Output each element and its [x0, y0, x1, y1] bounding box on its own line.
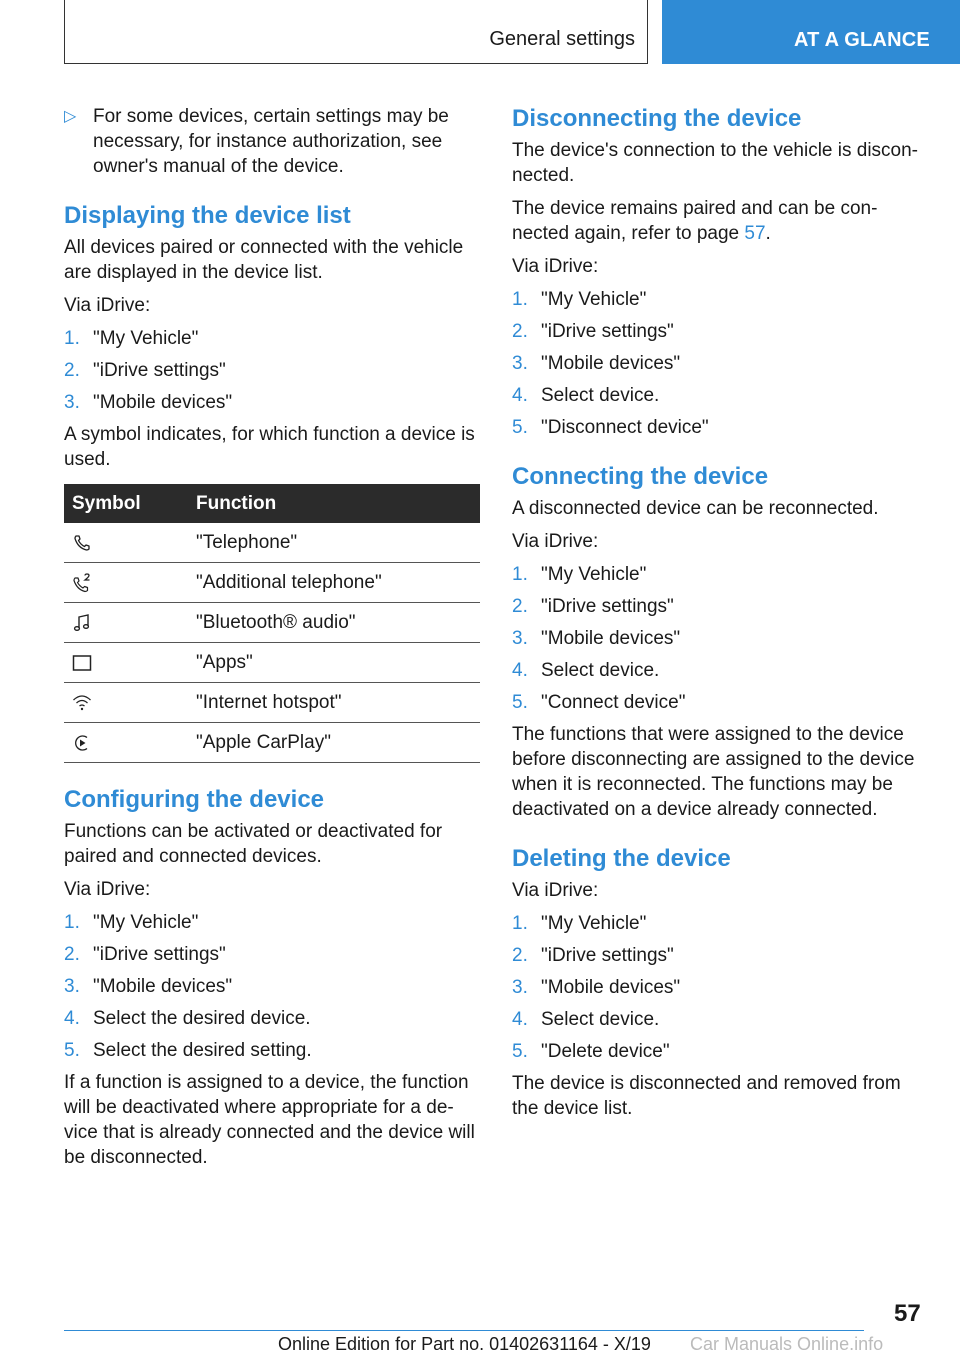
step-text: "Mobile devices": [541, 977, 681, 998]
footer-divider: [64, 1330, 864, 1331]
note: [64, 104, 480, 179]
via-idrive: Via iDrive:: [512, 880, 599, 901]
step-text: "Connect device": [541, 692, 686, 713]
section-device-list: [64, 201, 480, 763]
section-deleting: [512, 844, 926, 1121]
table-row: [64, 683, 480, 723]
step-number: 2.: [64, 360, 80, 381]
section-heading: Connecting the device: [512, 463, 769, 490]
step-number: 4.: [512, 660, 528, 681]
header-box: [64, 0, 648, 64]
step-number: 5.: [512, 417, 528, 438]
list-item: [512, 658, 926, 683]
list-item: [512, 383, 926, 408]
paragraph: All devices paired or connected with the vehicle are displayed in the device list.: [64, 237, 464, 283]
step-text: Select device.: [541, 385, 660, 406]
list-item: [512, 1039, 926, 1064]
paragraph: Functions can be activated or deactivated for paired and connected devices.: [64, 821, 443, 867]
paragraph: The functions that were assigned to the device before disconnecting are assigned to the device when it is reconnected. The functions may be deactivated on a device already connected.: [512, 724, 915, 820]
steps-list: [64, 326, 480, 415]
step-text: "iDrive settings": [93, 360, 226, 381]
table-row: [64, 563, 480, 603]
step-text: "Mobile devices": [541, 353, 681, 374]
section-heading: Displaying the device list: [64, 202, 351, 229]
step-text: "My Vehicle": [93, 328, 199, 349]
paragraph: [512, 196, 926, 246]
step-text: Select device.: [541, 1009, 660, 1030]
symbol-table: [64, 484, 480, 763]
step-number: 4.: [512, 385, 528, 406]
paragraph: A disconnected device can be reconnected.: [512, 498, 879, 519]
list-item: [64, 942, 480, 967]
page-number: 57: [894, 1300, 921, 1327]
table-cell-symbol: [64, 523, 196, 563]
table-row: [64, 603, 480, 643]
section-heading: Configuring the device: [64, 786, 325, 813]
step-text: Select the desired setting.: [93, 1040, 312, 1061]
step-number: 2.: [64, 944, 80, 965]
step-number: 3.: [64, 392, 80, 413]
table-cell-symbol: [64, 683, 196, 723]
table-cell-function: "Bluetooth® audio": [196, 603, 480, 643]
footer-edition: Online Edition for Part no. 01402631164 - X/19: [278, 1334, 651, 1354]
table-cell-function: "Internet hotspot": [196, 683, 480, 723]
via-idrive: Via iDrive:: [512, 531, 599, 552]
step-text: Select device.: [541, 660, 660, 681]
step-number: 1.: [512, 564, 528, 585]
left-column: [64, 104, 480, 1178]
list-item: [512, 626, 926, 651]
watermark: Car Manuals Online.info: [690, 1334, 884, 1354]
paragraph-text: The device remains paired and can be con‐nected again, refer to page: [512, 198, 878, 244]
table-cell-symbol: [64, 723, 196, 763]
step-text: "Delete device": [541, 1041, 670, 1062]
table-row: [64, 723, 480, 763]
step-number: 3.: [512, 628, 528, 649]
step-text: "My Vehicle": [541, 913, 647, 934]
section-disconnecting: [512, 104, 926, 440]
list-item: [64, 390, 480, 415]
via-idrive: Via iDrive:: [512, 256, 599, 277]
via-idrive: Via iDrive:: [64, 879, 151, 900]
step-number: 5.: [64, 1040, 80, 1061]
carplay-icon: [72, 733, 92, 753]
step-text: "Mobile devices": [93, 976, 233, 997]
section-heading: Disconnecting the device: [512, 105, 802, 132]
apps-icon: [72, 653, 92, 673]
paragraph-text: .: [765, 223, 771, 244]
section-configuring: [64, 785, 480, 1170]
telephone-icon: [72, 533, 92, 553]
list-item: [512, 287, 926, 312]
paragraph: The device is disconnected and removed from the device list.: [512, 1073, 901, 1119]
paragraph: The device's connection to the vehicle is discon‐nected.: [512, 140, 919, 186]
step-text: "My Vehicle": [93, 912, 199, 933]
step-text: "Mobile devices": [541, 628, 681, 649]
steps-list: [512, 562, 926, 715]
right-column: [512, 104, 926, 1129]
step-number: 2.: [512, 321, 528, 342]
step-number: 5.: [512, 692, 528, 713]
table-row: [64, 643, 480, 683]
list-item: [64, 1038, 480, 1063]
step-text: "Disconnect device": [541, 417, 709, 438]
step-number: 1.: [64, 912, 80, 933]
via-idrive: Via iDrive:: [64, 295, 151, 316]
table-cell-symbol: [64, 603, 196, 643]
step-text: "My Vehicle": [541, 289, 647, 310]
list-item: [64, 1006, 480, 1031]
step-number: 3.: [512, 353, 528, 374]
step-number: 5.: [512, 1041, 528, 1062]
list-item: [512, 1007, 926, 1032]
steps-list: [512, 287, 926, 440]
list-item: [64, 974, 480, 999]
step-text: "iDrive settings": [541, 596, 674, 617]
page-link[interactable]: 57: [744, 223, 766, 244]
table-row: [64, 523, 480, 563]
table-header-function: Function: [196, 484, 480, 523]
list-item: [64, 358, 480, 383]
wifi-hotspot-icon: [72, 693, 92, 713]
step-number: 1.: [512, 289, 528, 310]
table-cell-function: "Apple CarPlay": [196, 723, 480, 763]
section-connecting: [512, 462, 926, 822]
steps-list: [512, 911, 926, 1064]
step-number: 2.: [512, 596, 528, 617]
table-cell-function: "Additional telephone": [196, 563, 480, 603]
paragraph: If a function is assigned to a device, the function will be deactivated where appropriate for a de‐vice that is already connected and the device will be disconnected.: [64, 1072, 475, 1168]
step-text: "My Vehicle": [541, 564, 647, 585]
step-number: 3.: [64, 976, 80, 997]
step-number: 2.: [512, 945, 528, 966]
step-text: "Mobile devices": [93, 392, 233, 413]
table-cell-function: "Telephone": [196, 523, 480, 563]
paragraph: A symbol indicates, for which function a device is used.: [64, 424, 475, 470]
header-title: General settings: [489, 28, 635, 50]
list-item: [512, 319, 926, 344]
list-item: [512, 911, 926, 936]
list-item: [64, 326, 480, 351]
list-item: [512, 594, 926, 619]
section-heading: Deleting the device: [512, 845, 731, 872]
list-item: [512, 975, 926, 1000]
step-text: "iDrive settings": [93, 944, 226, 965]
step-text: "iDrive settings": [541, 945, 674, 966]
additional-telephone-icon: [72, 573, 92, 593]
note-text: For some devices, certain settings may be necessary, for instance authorization, see owner's manual of the device.: [93, 106, 449, 177]
list-item: [64, 910, 480, 935]
table-cell-symbol: [64, 563, 196, 603]
step-number: 1.: [512, 913, 528, 934]
list-item: [512, 415, 926, 440]
table-header-symbol: Symbol: [64, 484, 196, 523]
step-number: 3.: [512, 977, 528, 998]
step-number: 4.: [64, 1008, 80, 1029]
list-item: [512, 690, 926, 715]
table-cell-symbol: [64, 643, 196, 683]
list-item: [512, 351, 926, 376]
list-item: [512, 943, 926, 968]
note-marker-icon: ▷: [64, 108, 77, 125]
step-number: 4.: [512, 1009, 528, 1030]
header-tab[interactable]: AT A GLANCE: [662, 0, 960, 64]
step-text: Select the desired device.: [93, 1008, 311, 1029]
step-text: "iDrive settings": [541, 321, 674, 342]
table-header-row: [64, 484, 480, 523]
music-note-icon: [72, 613, 92, 633]
list-item: [512, 562, 926, 587]
table-cell-function: "Apps": [196, 643, 480, 683]
steps-list: [64, 910, 480, 1063]
step-number: 1.: [64, 328, 80, 349]
